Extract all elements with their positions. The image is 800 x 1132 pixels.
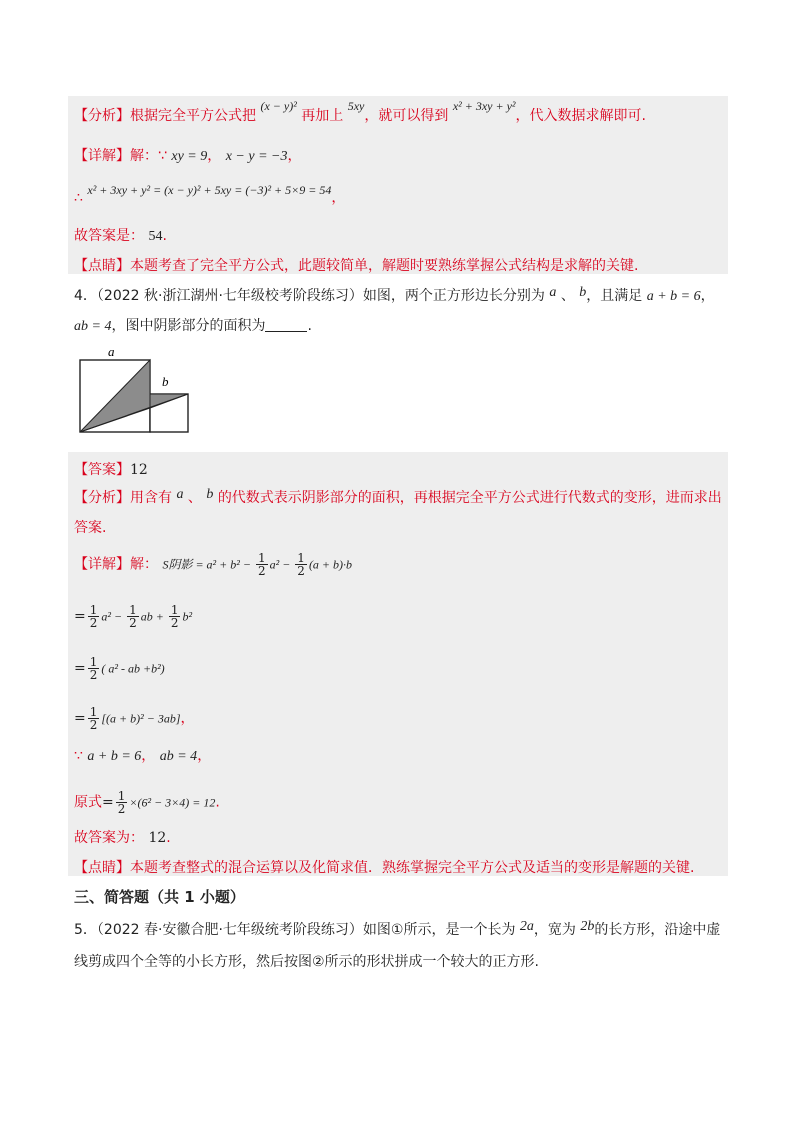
fraction-denominator: 2 bbox=[89, 668, 98, 682]
question-text: ，宽为 bbox=[533, 922, 576, 938]
analysis-text: ，代入数据求解即可. bbox=[515, 108, 646, 124]
math-expr: b² bbox=[182, 609, 193, 624]
equals-sign: = bbox=[74, 710, 86, 727]
question-4-line-1 bbox=[74, 286, 715, 307]
fraction bbox=[88, 604, 100, 629]
math-expr: [(a + b)² − 3ab] bbox=[101, 711, 181, 726]
period: . bbox=[166, 830, 171, 846]
question-number: 5． bbox=[74, 922, 97, 938]
detail-tag: 【详解】 bbox=[74, 556, 130, 573]
analysis-line bbox=[74, 99, 646, 126]
comment-tag: 【点睛】 bbox=[74, 860, 130, 876]
fraction-numerator: 1 bbox=[170, 603, 179, 617]
fraction-denominator: 2 bbox=[89, 616, 98, 630]
math-expr: x² + 3xy + y² = (x − y)² + 5xy = (−3)² + 5×9 = 54 bbox=[87, 183, 332, 197]
comment-line bbox=[74, 858, 694, 878]
separator: ， bbox=[180, 710, 195, 727]
detail-tag: 【详解】 bbox=[74, 148, 130, 164]
math-var: a bbox=[176, 487, 184, 502]
answer-label: 故答案是： bbox=[74, 228, 144, 244]
fraction-denominator: 2 bbox=[257, 564, 266, 578]
analysis-text: 再加上 bbox=[301, 108, 344, 124]
fraction-denominator: 2 bbox=[89, 718, 98, 732]
equals-sign: = bbox=[74, 660, 86, 677]
question-number: 4． bbox=[74, 288, 97, 304]
analysis-line bbox=[74, 488, 722, 509]
fraction-numerator: 1 bbox=[297, 551, 305, 565]
given-line bbox=[74, 746, 211, 767]
fraction bbox=[256, 552, 268, 577]
final-answer-value: 12 bbox=[148, 830, 167, 846]
analysis-text: ，就可以得到 bbox=[364, 108, 449, 124]
answer-value: 54 bbox=[148, 229, 163, 244]
equals-sign: = bbox=[102, 794, 114, 811]
fraction-denominator: 2 bbox=[117, 802, 126, 816]
math-expr: ab = 4 bbox=[159, 749, 198, 764]
detail-text: 解： bbox=[130, 556, 158, 573]
period: . bbox=[307, 318, 312, 334]
fraction-denominator: 2 bbox=[297, 564, 305, 578]
comment-text: 本题考查整式的混合运算以及化简求值．熟练掌握完全平方公式及适当的变形是解题的关键. bbox=[130, 860, 695, 876]
detail-text: 解：∵ bbox=[130, 148, 167, 164]
because-symbol: ∵ bbox=[74, 748, 83, 764]
fraction-denominator: 2 bbox=[170, 616, 179, 630]
math-expr: 2b bbox=[580, 919, 595, 934]
fraction bbox=[88, 706, 100, 731]
question-text: ，且满足 bbox=[586, 288, 643, 304]
separator: 、 bbox=[187, 490, 202, 506]
question-5-line-1 bbox=[74, 920, 720, 941]
therefore-symbol: ∴ bbox=[74, 190, 83, 206]
therefore-line bbox=[74, 180, 346, 206]
answer-tag: 【答案】 bbox=[74, 462, 130, 478]
fraction bbox=[127, 604, 139, 629]
answer-line bbox=[74, 460, 148, 480]
comment-tag: 【点睛】 bbox=[74, 258, 130, 274]
final-answer-label: 故答案为： bbox=[74, 830, 144, 846]
math-expr: S阴影 = a² + b² − bbox=[162, 557, 254, 572]
fraction-numerator: 1 bbox=[89, 705, 98, 719]
analysis-text: 的代数式表示阴影部分的面积，再根据完全平方公式进行代数式的变形，进而求出 bbox=[217, 490, 722, 506]
label-b: b bbox=[162, 374, 169, 389]
analysis-tag: 【分析】 bbox=[74, 490, 130, 506]
math-var: a bbox=[549, 285, 557, 300]
question-text: 的长方形，沿途中虚 bbox=[594, 922, 721, 938]
squares-figure bbox=[76, 346, 196, 436]
answer-line bbox=[74, 226, 167, 247]
fraction bbox=[88, 656, 100, 681]
question-text: （2022 秋·浙江湖州·七年级校考阶段练习）如图，两个正方形边长分别为 bbox=[96, 288, 545, 304]
analysis-text: 根据完全平方公式把 bbox=[130, 108, 256, 124]
comment-line bbox=[74, 256, 638, 276]
math-expr: ab + bbox=[140, 609, 167, 624]
math-expr: 5xy bbox=[347, 99, 365, 113]
fraction-numerator: 1 bbox=[117, 789, 126, 803]
separator: ， bbox=[700, 288, 715, 304]
math-expr: xy = 9 bbox=[171, 149, 208, 164]
result-label: 原式 bbox=[74, 794, 102, 811]
final-answer-line bbox=[74, 828, 171, 848]
math-expr: (a + b)·b bbox=[308, 557, 353, 572]
separator: ， bbox=[331, 190, 346, 206]
separator: ， bbox=[141, 748, 156, 764]
math-expr: 2a bbox=[519, 919, 534, 934]
answer-value: 12 bbox=[130, 462, 148, 478]
question-5-line-2: 线剪成四个全等的小长方形，然后按图②所示的形状拼成一个较大的正方形. bbox=[74, 954, 539, 970]
separator: ， bbox=[287, 148, 302, 164]
math-expr: x² + 3xy + y² bbox=[452, 99, 516, 113]
detail-line bbox=[74, 146, 301, 167]
question-4-line-2 bbox=[74, 316, 312, 337]
fraction bbox=[116, 790, 128, 815]
question-text: （2022 春·安徽合肥·七年级统考阶段练习）如图①所示，是一个长为 bbox=[96, 922, 516, 938]
answer-blank bbox=[265, 317, 307, 332]
math-expr: a + b = 6 bbox=[87, 749, 142, 764]
fraction-numerator: 1 bbox=[257, 551, 266, 565]
detail-line bbox=[74, 552, 352, 577]
step-2 bbox=[74, 656, 165, 681]
fraction bbox=[295, 552, 307, 577]
fraction-denominator: 2 bbox=[129, 616, 137, 630]
question-text: ，图中阴影部分的面积为 bbox=[111, 318, 266, 334]
math-expr: x − y = −3 bbox=[225, 149, 288, 164]
math-expr: (x − y)² bbox=[260, 99, 297, 113]
analysis-text: 用含有 bbox=[130, 490, 172, 506]
comment-text: 本题考查了完全平方公式，此题较简单，解题时要熟练掌握公式结构是求解的关键. bbox=[130, 258, 639, 274]
label-a: a bbox=[108, 346, 115, 359]
fraction-numerator: 1 bbox=[89, 603, 98, 617]
fraction-numerator: 1 bbox=[89, 655, 98, 669]
math-expr: a² − bbox=[101, 609, 126, 624]
separator: ， bbox=[207, 148, 222, 164]
separator: ， bbox=[197, 748, 212, 764]
step-3 bbox=[74, 706, 195, 731]
math-expr: a + b = 6 bbox=[646, 289, 701, 304]
math-expr: ab = 4 bbox=[74, 319, 112, 334]
period: . bbox=[162, 228, 167, 244]
result-line bbox=[74, 790, 220, 815]
math-expr: a² − bbox=[269, 557, 294, 572]
fraction bbox=[169, 604, 181, 629]
math-expr: ×(6² − 3×4) = 12 bbox=[129, 795, 216, 810]
equals-sign: = bbox=[74, 608, 86, 625]
math-var: b bbox=[579, 285, 587, 300]
period: . bbox=[215, 794, 220, 811]
math-var: b bbox=[206, 487, 214, 502]
math-expr: ( a² - ab +b²) bbox=[101, 661, 165, 676]
analysis-line-2: 答案. bbox=[74, 520, 107, 536]
section-title: 三、简答题（共 1 小题） bbox=[74, 888, 245, 906]
fraction-numerator: 1 bbox=[129, 603, 137, 617]
analysis-tag: 【分析】 bbox=[74, 108, 130, 124]
separator: 、 bbox=[560, 288, 575, 304]
step-1 bbox=[74, 604, 192, 629]
